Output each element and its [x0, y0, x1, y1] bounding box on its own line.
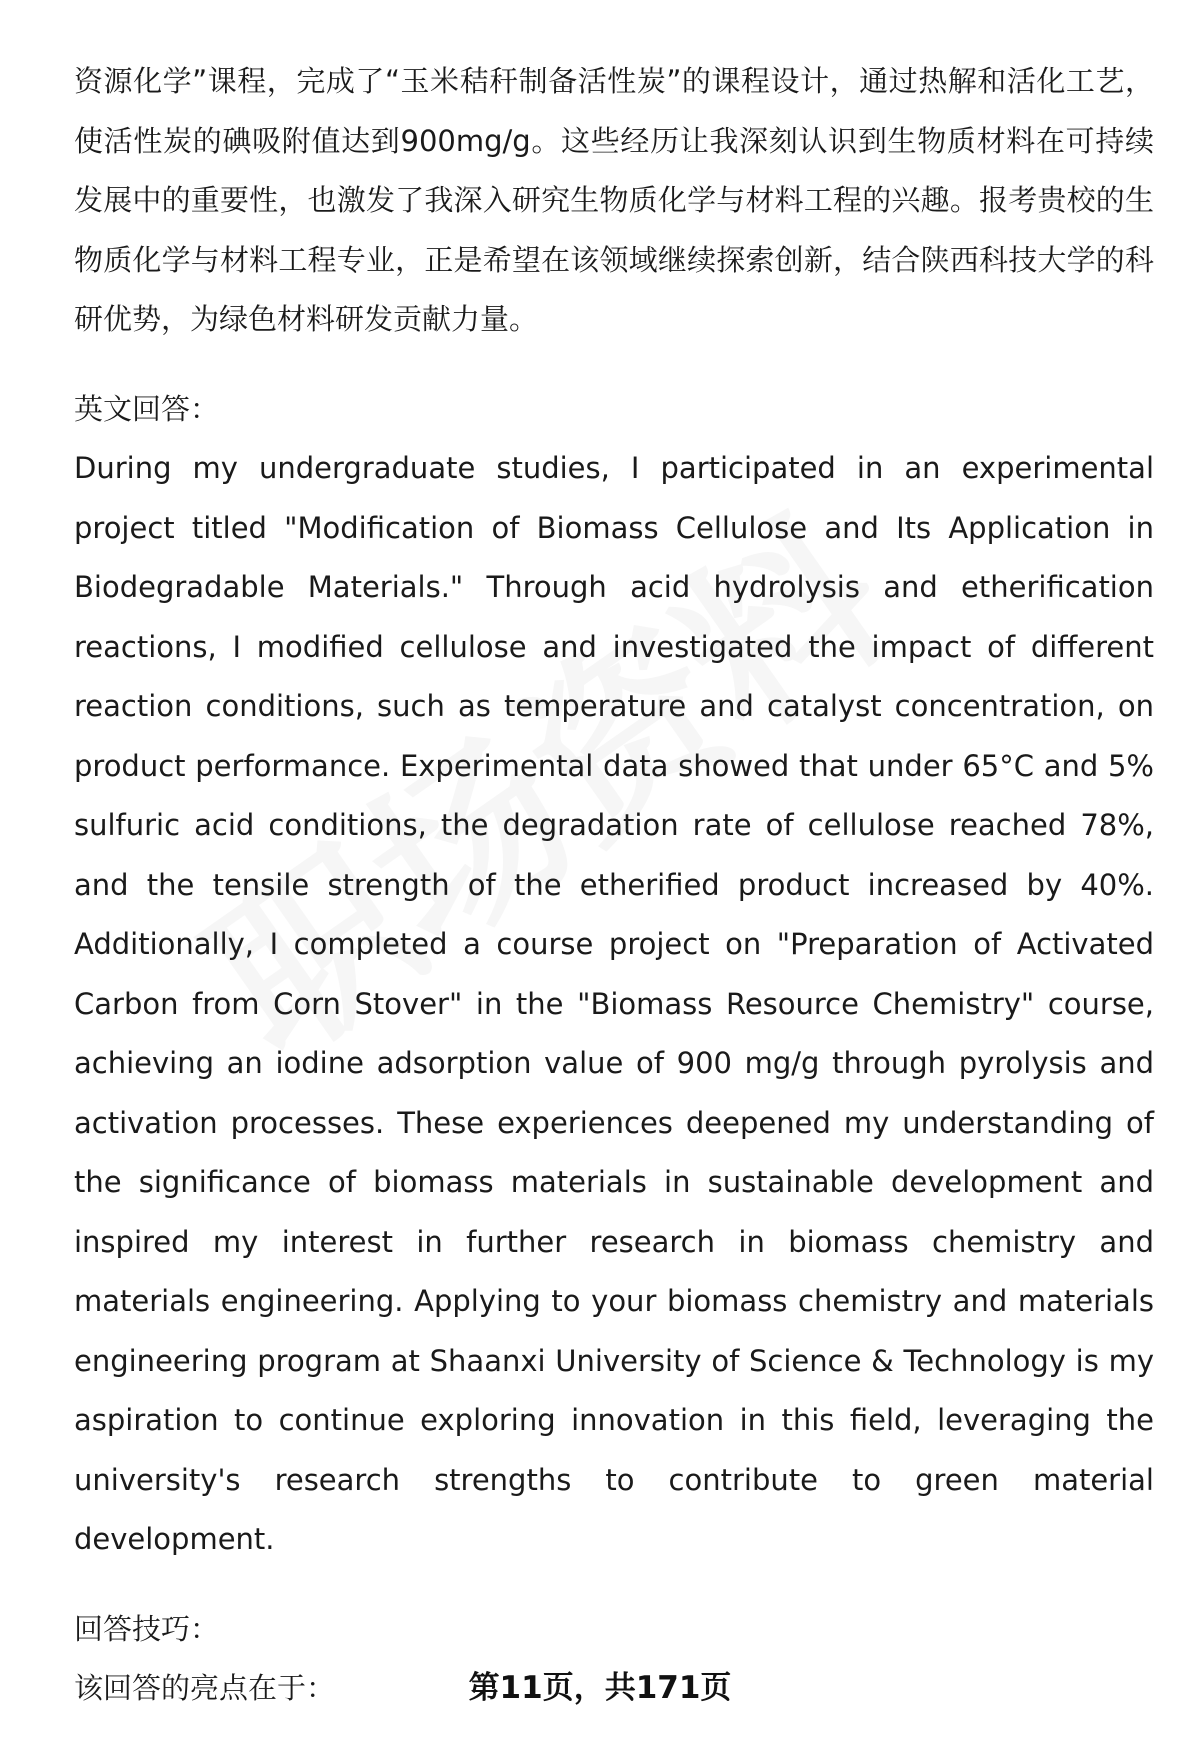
chinese-answer-paragraph: 资源化学”课程，完成了“玉米秸秆制备活性炭”的课程设计，通过热解和活化工艺，使活性炭的碘吸附值达到900mg/g。这些经历让我深刻认识到生物质材料在可持续发展中的重要性，也激发了我深入研究生物质化学与材料工程的兴趣。报考贵校的生物质化学与材料工程专业，正是希望在该领域继续探索创新，结合陕西科技大学的科研优势，为绿色材料研发贡献力量。: [74, 64, 1154, 336]
english-answer-paragraph: During my undergraduate studies, I participated in an experimental project titled "Modification of Biomass Cellulose and Its Application in Biodegradable Materials." Through acid hydrolysis and etherification reactions, I modified cellulose and investigated the impact of different reaction conditions, such as temperature and catalyst concentration, on product performance. Experimental data showed that under 65°C and 5% sulfuric acid conditions, the degradation rate of cellulose reached 78%, and the tensile strength of the etherified product increased by 40%. Additionally, I completed a course project on "Preparation of Activated Carbon from Corn Stover" in the "Biomass Resource Chemistry" course, achieving an iodine adsorption value of 900 mg/g through pyrolysis and activation processes. These experiences deepened my understanding of the significance of biomass materials in sustainable development and inspired my interest in further research in biomass chemistry and materials engineering. Applying to your biomass chemistry and materials engineering program at Shaanxi University of Science & Technology is my aspiration to continue exploring innovation in this field, leveraging the university's research strengths to contribute to green material development.: [74, 451, 1154, 1556]
tips-label: 回答技巧：: [74, 1611, 220, 1646]
highlights-label: 该回答的亮点在于：: [74, 1671, 336, 1705]
page-number-footer: 第11页，共171页: [468, 1670, 732, 1706]
spacer: [74, 1570, 1154, 1600]
english-answer-label: 英文回答：: [74, 391, 220, 426]
spacer: [74, 350, 1154, 380]
document-body: [74, 52, 1154, 1719]
